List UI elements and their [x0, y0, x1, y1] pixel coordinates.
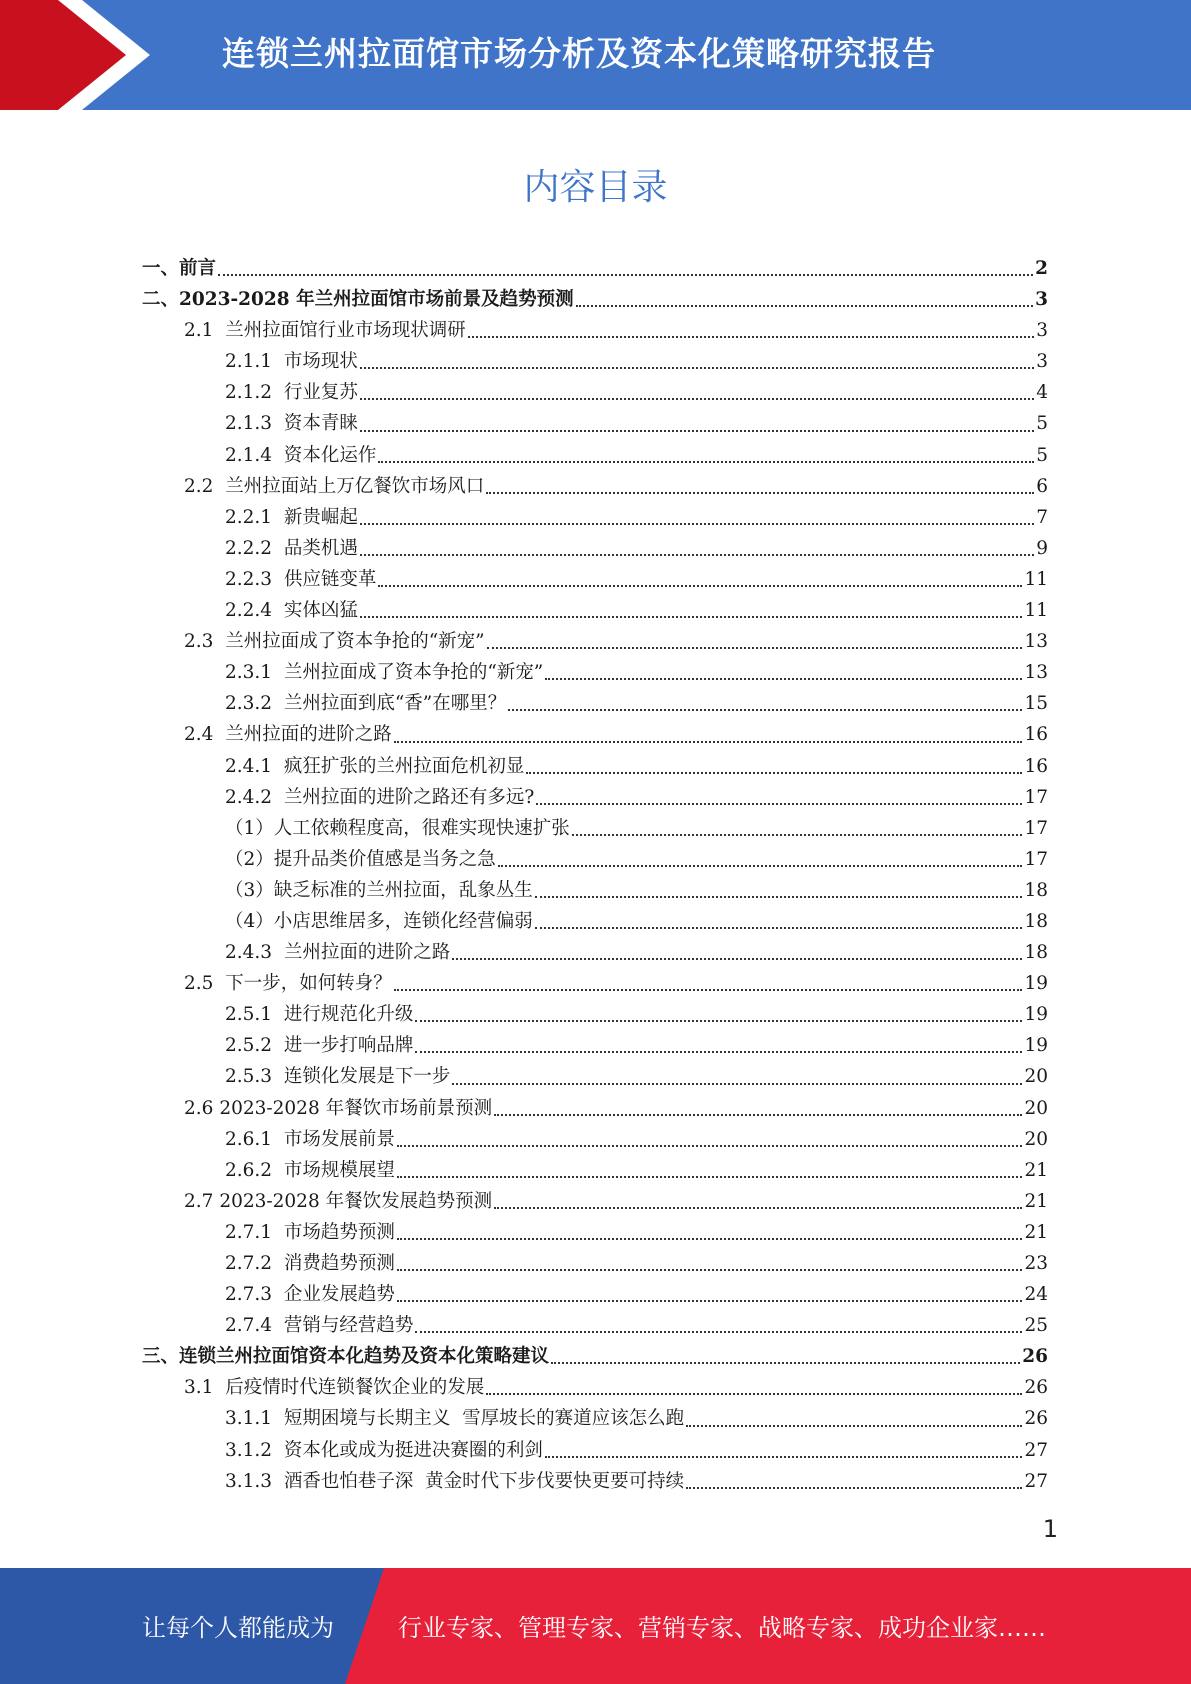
toc-dot-leader	[360, 554, 1034, 556]
toc-dot-leader	[551, 1362, 1020, 1364]
toc-dot-leader	[378, 461, 1034, 463]
toc-entry-page: 19	[1024, 1004, 1048, 1026]
toc-entry-number: 2.1.2	[225, 382, 284, 404]
toc-entry-page: 15	[1024, 693, 1048, 715]
toc-entry-label: 进一步打响品牌	[283, 1035, 414, 1057]
toc-dot-leader	[452, 958, 1022, 960]
toc-entry-page: 27	[1024, 1439, 1048, 1461]
toc-dot-leader	[397, 1145, 1023, 1147]
toc-entry-page: 17	[1024, 786, 1048, 808]
toc-entry-page: 18	[1024, 910, 1048, 932]
toc-dot-leader	[397, 1300, 1023, 1302]
toc-entry-number: 3.1.2	[225, 1439, 284, 1461]
toc-entry-number: 2.1	[184, 320, 226, 342]
table-of-contents	[142, 253, 1048, 1497]
toc-entry-number: 2.3.1	[225, 662, 284, 684]
toc-entry[interactable]	[142, 906, 1048, 937]
toc-entry-label: 兰州拉面馆行业市场现状调研	[225, 320, 466, 342]
toc-entry-page: 11	[1024, 600, 1048, 622]
toc-dot-leader	[526, 772, 1022, 774]
toc-heading: 内容目录	[523, 167, 668, 208]
toc-entry[interactable]	[142, 564, 1048, 595]
toc-dot-leader	[394, 989, 1023, 991]
toc-entry[interactable]	[142, 284, 1048, 315]
toc-entry-page: 25	[1024, 1315, 1048, 1337]
toc-entry-page: 26	[1024, 1377, 1048, 1399]
toc-entry-number: 2.6.1	[225, 1128, 284, 1150]
toc-entry-number: 2.5	[184, 973, 226, 995]
toc-dot-leader	[360, 616, 1023, 618]
toc-entry-number: 2.7.1	[225, 1221, 284, 1243]
report-title: 连锁兰州拉面馆市场分析及资本化策略研究报告	[222, 34, 936, 73]
toc-entry-page: 19	[1024, 1035, 1048, 1057]
toc-entry-page: 16	[1024, 755, 1048, 777]
toc-entry[interactable]	[142, 533, 1048, 564]
toc-entry-label: 品类机遇	[283, 537, 358, 559]
toc-entry-page: 26	[1024, 1408, 1048, 1430]
toc-entry-label: 兰州拉面站上万亿餐饮市场风口	[225, 475, 485, 497]
toc-dot-leader	[360, 367, 1034, 369]
toc-dot-leader	[415, 1331, 1022, 1333]
toc-entry-number: 三、	[142, 1346, 180, 1368]
toc-entry-label: 企业发展趋势	[283, 1284, 395, 1306]
toc-dot-leader	[535, 896, 1023, 898]
toc-entry-page: 21	[1024, 1159, 1048, 1181]
toc-entry-page: 2	[1035, 258, 1048, 279]
toc-entry-page: 17	[1024, 848, 1048, 870]
toc-entry-label: 2023-2028 年餐饮发展趋势预测	[219, 1190, 493, 1212]
toc-entry-number: 2.1.3	[225, 413, 284, 435]
toc-entry-number: 2.7.2	[225, 1253, 284, 1274]
toc-entry-page: 18	[1024, 879, 1048, 901]
toc-dot-leader	[468, 336, 1035, 338]
toc-entry-number: （2）	[225, 848, 274, 870]
toc-dot-leader	[360, 523, 1034, 525]
toc-entry[interactable]	[142, 502, 1048, 533]
toc-entry[interactable]	[142, 1093, 1048, 1124]
toc-dot-leader	[415, 1020, 1022, 1022]
toc-entry[interactable]	[142, 875, 1048, 906]
toc-entry-page: 3	[1035, 289, 1048, 311]
toc-entry[interactable]	[142, 1155, 1048, 1186]
toc-entry-page: 16	[1024, 724, 1048, 746]
toc-entry[interactable]	[142, 1310, 1048, 1341]
toc-entry-number: （4）	[225, 910, 274, 932]
toc-entry-number: 2.4.1	[225, 755, 284, 777]
toc-entry-label: 兰州拉面的进阶之路	[283, 942, 451, 964]
toc-entry-number: 2.1.1	[225, 351, 284, 373]
toc-entry-page: 20	[1024, 1128, 1048, 1150]
footer-band	[0, 1568, 1191, 1684]
toc-entry[interactable]	[142, 1217, 1048, 1248]
toc-entry-page: 6	[1036, 475, 1048, 497]
toc-entry-page: 17	[1024, 817, 1048, 839]
toc-dot-leader	[494, 1207, 1022, 1209]
toc-entry[interactable]	[142, 937, 1048, 968]
toc-dot-leader	[360, 398, 1034, 400]
toc-entry-number: 2.4.2	[225, 786, 284, 808]
toc-dot-leader	[686, 1487, 1022, 1489]
toc-entry-number: 2.3	[184, 631, 226, 653]
toc-entry[interactable]	[142, 782, 1048, 813]
toc-entry-page: 5	[1036, 413, 1048, 435]
toc-entry-page: 24	[1024, 1284, 1048, 1306]
toc-entry-page: 11	[1024, 568, 1048, 590]
toc-entry-page: 18	[1024, 942, 1048, 964]
toc-entry-number: 3.1.1	[225, 1408, 284, 1430]
toc-entry-label: 小店思维居多，连锁化经营偏弱	[273, 910, 533, 932]
toc-entry-page: 7	[1036, 506, 1048, 528]
toc-entry-label: 兰州拉面成了资本争抢的“新宠”	[283, 662, 544, 684]
toc-entry-label: 后疫情时代连锁餐饮企业的发展	[225, 1377, 485, 1399]
toc-dot-leader	[536, 803, 1022, 805]
toc-entry-number: 2.1.4	[225, 444, 284, 466]
toc-dot-leader	[494, 1114, 1022, 1116]
toc-entry-number: 2.5.2	[225, 1035, 284, 1057]
toc-dot-leader	[486, 492, 1034, 494]
page-number: 1	[1042, 1515, 1058, 1543]
toc-entry[interactable]	[142, 1341, 1048, 1372]
toc-dot-leader	[576, 305, 1034, 307]
toc-entry-label: 进行规范化升级	[283, 1004, 414, 1026]
toc-entry-label: 新贵崛起	[283, 506, 358, 528]
toc-entry[interactable]	[142, 719, 1048, 750]
toc-entry-label: 兰州拉面成了资本争抢的“新宠”	[225, 631, 485, 653]
toc-dot-leader	[394, 741, 1023, 743]
toc-entry-page: 3	[1036, 351, 1048, 373]
toc-entry-number: 2.3.2	[225, 693, 284, 715]
toc-entry[interactable]	[142, 688, 1048, 719]
toc-entry[interactable]	[142, 1435, 1048, 1466]
toc-entry-label: 连锁兰州拉面馆资本化趋势及资本化策略建议	[179, 1346, 550, 1368]
toc-entry-page: 27	[1024, 1470, 1048, 1492]
toc-dot-leader	[452, 1083, 1022, 1085]
toc-entry-label: 消费趋势预测	[283, 1253, 395, 1274]
toc-dot-leader	[686, 1425, 1022, 1427]
toc-entry-number: 2.2.2	[225, 537, 284, 559]
toc-entry-label: 实体凶猛	[283, 600, 358, 622]
toc-entry-number: 2.6	[184, 1097, 220, 1119]
toc-entry[interactable]	[142, 1030, 1048, 1061]
toc-entry[interactable]	[142, 253, 1048, 284]
toc-dot-leader	[397, 1176, 1023, 1178]
toc-entry[interactable]	[142, 751, 1048, 782]
toc-entry[interactable]	[142, 1124, 1048, 1155]
toc-entry[interactable]	[142, 440, 1048, 471]
toc-dot-leader	[486, 1393, 1022, 1395]
toc-entry-label: 营销与经营趋势	[283, 1315, 414, 1337]
toc-entry-number: 3.1.3	[225, 1470, 284, 1492]
toc-dot-leader	[508, 709, 1022, 711]
toc-entry-number: 2.5.3	[225, 1066, 284, 1088]
toc-entry-number: 2.2	[184, 475, 226, 497]
footer-slogan-right: 行业专家、管理专家、营销专家、战略专家、成功企业家……	[398, 1614, 1046, 1642]
toc-entry-label: 市场现状	[283, 351, 358, 373]
toc-entry-number: 2.2.1	[225, 506, 284, 528]
toc-entry-page: 9	[1036, 537, 1048, 559]
toc-entry-number: 2.2.3	[225, 568, 284, 590]
toc-entry-label: 连锁化发展是下一步	[283, 1066, 451, 1088]
toc-entry-number: 一、	[142, 258, 180, 279]
toc-entry[interactable]	[142, 1248, 1048, 1279]
toc-dot-leader	[545, 1456, 1023, 1458]
toc-entry[interactable]	[142, 813, 1048, 844]
toc-entry-label: 市场规模展望	[283, 1159, 395, 1181]
toc-entry-number: 2.6.2	[225, 1159, 284, 1181]
toc-entry-number: （3）	[225, 879, 274, 901]
toc-entry-label: 人工依赖程度高，很难实现快速扩张	[273, 817, 570, 839]
toc-dot-leader	[397, 1269, 1023, 1271]
toc-entry-number: 2.7.4	[225, 1315, 284, 1337]
toc-entry-label: 资本化运作	[283, 444, 377, 466]
toc-entry-label: 提升品类价值感是当务之急	[273, 848, 496, 870]
toc-entry-number: 2.4.3	[225, 942, 284, 964]
toc-entry-label: 2023-2028 年兰州拉面馆市场前景及趋势预测	[179, 289, 574, 311]
toc-entry[interactable]	[142, 346, 1048, 377]
toc-entry-page: 21	[1024, 1190, 1048, 1212]
report-header-band	[0, 0, 1191, 110]
toc-entry-label: 行业复苏	[283, 382, 358, 404]
toc-entry-page: 5	[1036, 444, 1048, 466]
toc-entry-page: 19	[1024, 973, 1048, 995]
toc-entry-page: 3	[1036, 320, 1048, 342]
toc-entry-number: 2.7	[184, 1190, 220, 1212]
toc-entry-label: 酒香也怕巷子深 黄金时代下步伐要快更要可持续	[283, 1470, 685, 1492]
toc-entry-page: 13	[1024, 631, 1048, 653]
toc-entry[interactable]	[142, 999, 1048, 1030]
toc-entry-label: 兰州拉面的进阶之路	[225, 724, 392, 746]
footer-slogan-left: 让每个人都能成为	[142, 1614, 334, 1642]
toc-entry-number: 2.7.3	[225, 1284, 284, 1306]
toc-entry-label: 疯狂扩张的兰州拉面危机初显	[283, 755, 525, 777]
toc-entry-label: 前言	[179, 258, 217, 279]
toc-dot-leader	[572, 834, 1023, 836]
toc-entry-page: 20	[1024, 1097, 1048, 1119]
toc-entry-page: 13	[1024, 662, 1048, 684]
toc-dot-leader	[535, 927, 1023, 929]
toc-entry-number: 2.2.4	[225, 600, 284, 622]
toc-entry[interactable]	[142, 595, 1048, 626]
toc-entry[interactable]	[142, 844, 1048, 875]
toc-entry[interactable]	[142, 1279, 1048, 1310]
toc-entry-label: 缺乏标准的兰州拉面，乱象丛生	[273, 879, 533, 901]
toc-entry-page: 21	[1024, 1221, 1048, 1243]
toc-dot-leader	[487, 647, 1023, 649]
toc-entry[interactable]	[142, 471, 1048, 502]
toc-entry[interactable]	[142, 968, 1048, 999]
toc-entry[interactable]	[142, 1372, 1048, 1403]
toc-entry-label: 市场发展前景	[283, 1128, 395, 1150]
toc-entry-label: 短期困境与长期主义 雪厚坡长的赛道应该怎么跑	[283, 1408, 685, 1430]
toc-dot-leader	[545, 678, 1022, 680]
toc-entry[interactable]	[142, 1466, 1048, 1497]
toc-entry-number: （1）	[225, 817, 274, 839]
toc-entry-page: 20	[1024, 1066, 1048, 1088]
toc-entry-page: 4	[1036, 382, 1048, 404]
toc-entry-label: 兰州拉面的进阶之路还有多远?	[283, 786, 535, 808]
toc-entry-label: 供应链变革	[283, 568, 377, 590]
toc-entry[interactable]	[142, 315, 1048, 346]
toc-dot-leader	[498, 865, 1023, 867]
toc-entry[interactable]	[142, 1403, 1048, 1434]
toc-entry-page: 26	[1022, 1346, 1048, 1368]
toc-entry-label: 兰州拉面到底“香”在哪里？	[283, 693, 507, 715]
toc-entry-label: 资本化或成为挺进决赛圈的利剑	[283, 1439, 543, 1461]
toc-entry[interactable]	[142, 1186, 1048, 1217]
toc-entry-label: 2023-2028 年餐饮市场前景预测	[219, 1097, 493, 1119]
toc-entry-number: 2.5.1	[225, 1004, 284, 1026]
toc-entry-label: 资本青睐	[283, 413, 358, 435]
toc-dot-leader	[397, 1238, 1023, 1240]
toc-entry-page: 23	[1024, 1253, 1048, 1274]
toc-entry[interactable]	[142, 626, 1048, 657]
toc-dot-leader	[360, 430, 1034, 432]
toc-entry-label: 下一步，如何转身？	[225, 973, 392, 995]
toc-entry-number: 3.1	[184, 1377, 226, 1399]
toc-entry-number: 二、	[142, 289, 180, 311]
toc-dot-leader	[378, 585, 1022, 587]
toc-entry[interactable]	[142, 1061, 1048, 1092]
toc-dot-leader	[415, 1051, 1022, 1053]
toc-entry[interactable]	[142, 657, 1048, 688]
toc-entry[interactable]	[142, 377, 1048, 408]
toc-entry-number: 2.4	[184, 724, 226, 746]
toc-entry[interactable]	[142, 408, 1048, 439]
toc-dot-leader	[218, 274, 1033, 276]
toc-entry-label: 市场趋势预测	[283, 1221, 395, 1243]
